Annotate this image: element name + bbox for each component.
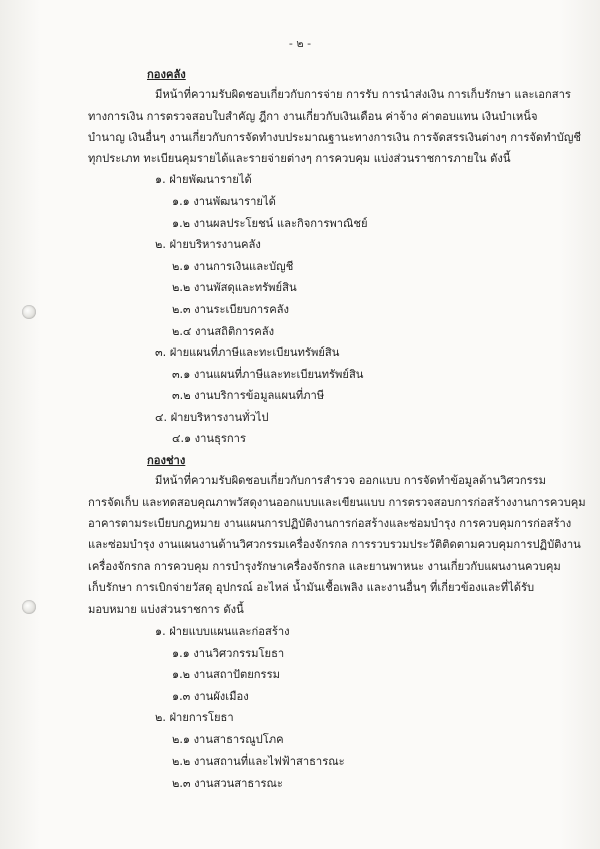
paragraph-line: ทางการเงิน การตรวจสอบใบสำคัญ ฎีกา งานเกี่ยวกับเงินเดือน ค่าจ้าง ค่าตอบแทน เงินบำเหน็จ [88,110,538,123]
paragraph-line: การจัดเก็บ และทดสอบคุณภาพวัสดุงานออกแบบและเขียนแบบ การตรวจสอบการก่อสร้างงานการควบคุม [88,496,586,509]
unit-item: ๒.๑ งานสาธารณูปโภค [172,733,284,746]
paragraph-line: อาคารตามระเบียบกฎหมาย งานแผนการปฏิบัติงานการก่อสร้างและซ่อมบำรุง การควบคุมการก่อสร้าง [88,517,572,530]
unit-item: ๒.๓ งานระเบียบการคลัง [172,303,289,316]
division-label: ๔. ฝ่ายบริหารงานทั่วไป [155,411,269,424]
paragraph-line: และซ่อมบำรุง งานแผนงานด้านวิศวกรรมเครื่องจักรกล การรวบรวมประวัติติดตามควบคุมการปฏิบัติงาน [88,538,581,551]
page-number: - ๒ - [288,37,312,50]
unit-item: ๑.๑ งานวิศวกรรมโยธา [172,647,285,660]
unit-item: ๑.๒ งานผลประโยชน์ และกิจการพาณิชย์ [172,217,368,230]
unit-item: ๓.๑ งานแผนที่ภาษีและทะเบียนทรัพย์สิน [172,368,364,381]
unit-item: ๓.๒ งานบริการข้อมูลแผนที่ภาษี [172,389,325,402]
paragraph-line: เครื่องจักรกล การควบคุม การบำรุงรักษาเครื่องจักรกล และยานพาหนะ งานเกี่ยวกับแผนงานควบคุม [88,560,561,573]
punch-hole [22,305,36,319]
division-label: ๒. ฝ่ายการโยธา [155,711,234,724]
unit-item: ๑.๒ งานสถาปัตยกรรม [172,668,280,681]
paragraph-line: ทุกประเภท ทะเบียนคุมรายได้และรายจ่ายต่างๆ การควบคุม แบ่งส่วนราชการภายใน ดังนี้ [88,152,511,165]
paragraph-line: มอบหมาย แบ่งส่วนราชการ ดังนี้ [88,603,244,616]
section-heading: กองคลัง [147,68,186,81]
division-label: ๑. ฝ่ายพัฒนารายได้ [155,173,252,186]
paragraph-line: บำนาญ เงินอื่นๆ งานเกี่ยวกับการจัดทำงบประมาณฐานะทางการเงิน การจัดสรรเงินต่างๆ การจัดทำบัญชี [88,131,582,144]
unit-item: ๒.๒ งานสถานที่และไฟฟ้าสาธารณะ [172,755,345,768]
section-heading: กองช่าง [147,454,186,467]
unit-item: ๔.๑ งานธุรการ [172,432,246,445]
unit-item: ๒.๔ งานสถิติการคลัง [172,325,275,338]
unit-item: ๑.๓ งานผังเมือง [172,690,249,703]
paragraph-line: เก็บรักษา การเบิกจ่ายวัสดุ อุปกรณ์ อะไหล่ น้ำมันเชื้อเพลิง และงานอื่นๆ ที่เกี่ยวข้องและที่ได้รับ [88,581,535,594]
division-label: ๓. ฝ่ายแผนที่ภาษีและทะเบียนทรัพย์สิน [155,346,340,359]
unit-item: ๒.๑ งานการเงินและบัญชี [172,260,294,273]
paragraph-line: มีหน้าที่ความรับผิดชอบเกี่ยวกับการสำรวจ ออกแบบ การจัดทำข้อมูลด้านวิศวกรรม [155,474,547,487]
unit-item: ๒.๓ งานสวนสาธารณะ [172,777,283,790]
division-label: ๒. ฝ่ายบริหารงานคลัง [155,238,261,251]
unit-item: ๑.๑ งานพัฒนารายได้ [172,195,276,208]
division-label: ๑. ฝ่ายแบบแผนและก่อสร้าง [155,625,290,638]
unit-item: ๒.๒ งานพัสดุและทรัพย์สิน [172,281,297,294]
paragraph-line: มีหน้าที่ความรับผิดชอบเกี่ยวกับการจ่าย การรับ การนำส่งเงิน การเก็บรักษา และเอกสาร [155,88,571,101]
punch-hole [22,600,36,614]
